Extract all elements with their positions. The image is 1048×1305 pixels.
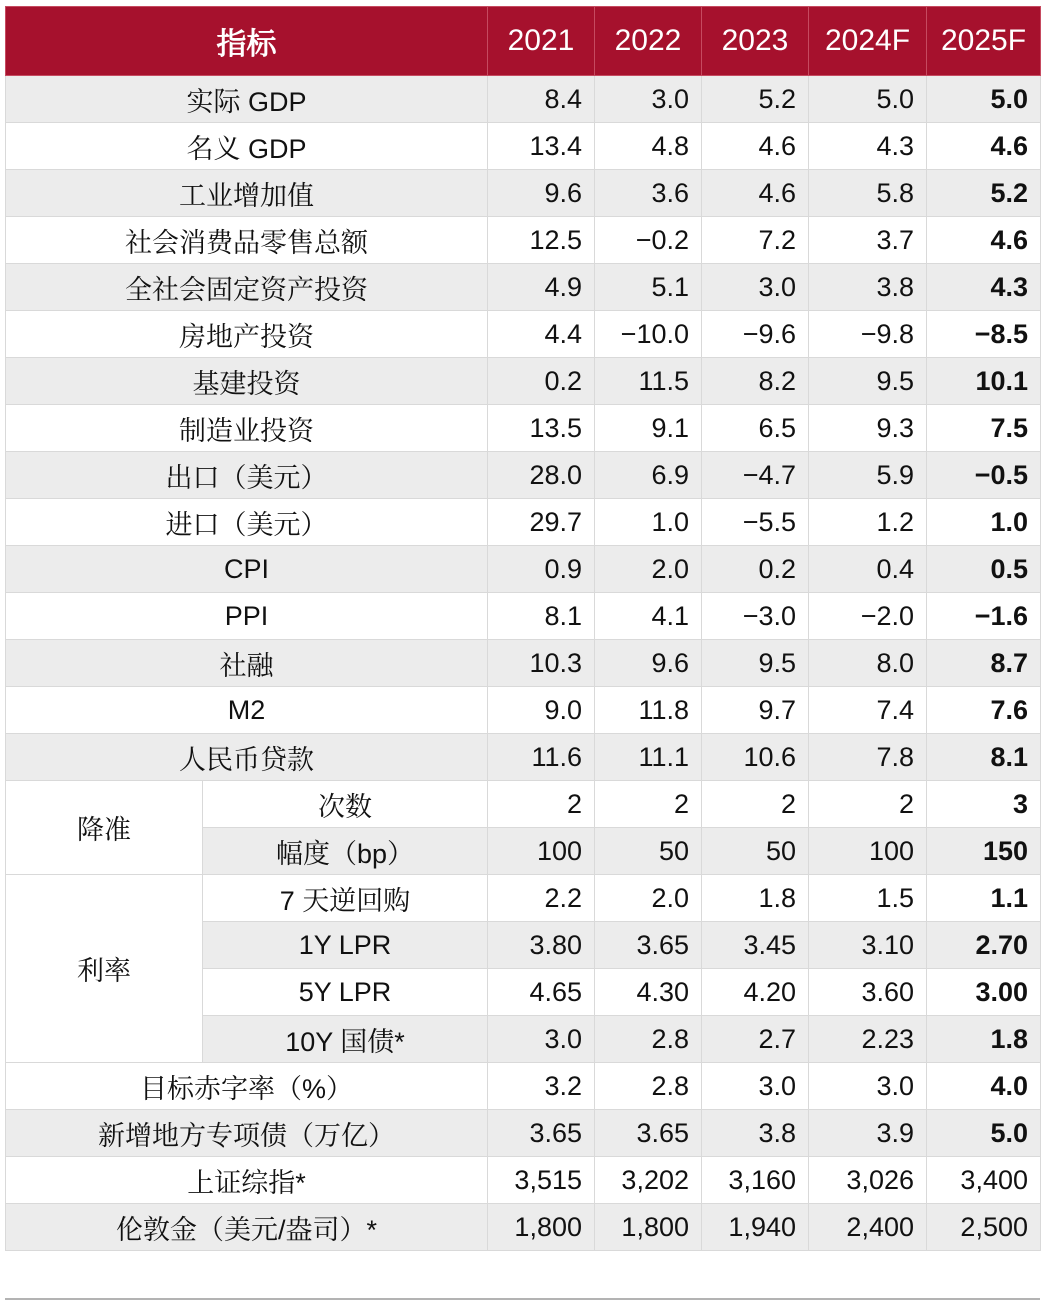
value-cell: 5.0 <box>809 76 927 123</box>
row-label: CPI <box>6 546 488 593</box>
value-cell: 7.6 <box>927 687 1041 734</box>
table-row <box>6 311 1041 358</box>
value-cell: 2.2 <box>488 875 595 922</box>
forecast-table-container <box>5 6 1040 1251</box>
value-cell: 3.7 <box>809 217 927 264</box>
value-cell: 2.23 <box>809 1016 927 1063</box>
row-label: 社会消费品零售总额 <box>6 217 488 264</box>
value-cell: 9.1 <box>595 405 702 452</box>
value-cell: 3.45 <box>702 922 809 969</box>
value-cell: 1.0 <box>927 499 1041 546</box>
table-header-row <box>6 7 1041 76</box>
value-cell: 2.8 <box>595 1016 702 1063</box>
table-row <box>6 1204 1041 1251</box>
group-label: 降准 <box>6 781 203 875</box>
table-row <box>6 452 1041 499</box>
row-label: 人民币贷款 <box>6 734 488 781</box>
value-cell: −0.5 <box>927 452 1041 499</box>
value-cell: 12.5 <box>488 217 595 264</box>
value-cell: 4.0 <box>927 1063 1041 1110</box>
table-row <box>6 358 1041 405</box>
table-row <box>6 734 1041 781</box>
value-cell: 0.2 <box>488 358 595 405</box>
row-label: 出口（美元） <box>6 452 488 499</box>
value-cell: 10.3 <box>488 640 595 687</box>
value-cell: 9.3 <box>809 405 927 452</box>
row-sublabel: 幅度（bp） <box>203 828 488 875</box>
value-cell: 7.2 <box>702 217 809 264</box>
value-cell: 4.8 <box>595 123 702 170</box>
value-cell: 2.0 <box>595 875 702 922</box>
value-cell: 9.0 <box>488 687 595 734</box>
value-cell: 3.10 <box>809 922 927 969</box>
value-cell: 9.7 <box>702 687 809 734</box>
value-cell: 3.8 <box>702 1110 809 1157</box>
value-cell: 4.65 <box>488 969 595 1016</box>
value-cell: 3.0 <box>702 1063 809 1110</box>
value-cell: 4.6 <box>702 170 809 217</box>
value-cell: −10.0 <box>595 311 702 358</box>
table-row <box>6 875 1041 922</box>
value-cell: 3.0 <box>702 264 809 311</box>
value-cell: 1,940 <box>702 1204 809 1251</box>
table-row <box>6 593 1041 640</box>
row-label: 上证综指* <box>6 1157 488 1204</box>
value-cell: 3.65 <box>595 922 702 969</box>
value-cell: 3.00 <box>927 969 1041 1016</box>
value-cell: 9.5 <box>809 358 927 405</box>
value-cell: 4.3 <box>809 123 927 170</box>
value-cell: 6.9 <box>595 452 702 499</box>
value-cell: 3,202 <box>595 1157 702 1204</box>
row-label: 新增地方专项债（万亿） <box>6 1110 488 1157</box>
value-cell: 2,400 <box>809 1204 927 1251</box>
table-row <box>6 546 1041 593</box>
table-row <box>6 1063 1041 1110</box>
value-cell: 11.1 <box>595 734 702 781</box>
value-cell: 4.4 <box>488 311 595 358</box>
row-label: PPI <box>6 593 488 640</box>
value-cell: 13.5 <box>488 405 595 452</box>
value-cell: 5.1 <box>595 264 702 311</box>
table-row <box>6 264 1041 311</box>
value-cell: 4.6 <box>927 123 1041 170</box>
macro-forecast-table <box>5 6 1041 1251</box>
header-year-2023: 2023 <box>702 7 809 76</box>
value-cell: 2 <box>702 781 809 828</box>
value-cell: 3.8 <box>809 264 927 311</box>
bottom-rule <box>5 1298 1040 1300</box>
value-cell: 3,026 <box>809 1157 927 1204</box>
value-cell: 1,800 <box>595 1204 702 1251</box>
value-cell: 7.4 <box>809 687 927 734</box>
value-cell: 28.0 <box>488 452 595 499</box>
table-row <box>6 1157 1041 1204</box>
row-label: 全社会固定资产投资 <box>6 264 488 311</box>
value-cell: −3.0 <box>702 593 809 640</box>
table-row <box>6 170 1041 217</box>
value-cell: 8.1 <box>927 734 1041 781</box>
value-cell: 4.20 <box>702 969 809 1016</box>
value-cell: 5.2 <box>927 170 1041 217</box>
value-cell: 11.6 <box>488 734 595 781</box>
value-cell: 2 <box>488 781 595 828</box>
value-cell: 150 <box>927 828 1041 875</box>
value-cell: 8.7 <box>927 640 1041 687</box>
value-cell: −4.7 <box>702 452 809 499</box>
value-cell: 0.2 <box>702 546 809 593</box>
row-sublabel: 5Y LPR <box>203 969 488 1016</box>
value-cell: −9.8 <box>809 311 927 358</box>
row-label: 房地产投资 <box>6 311 488 358</box>
row-label: 进口（美元） <box>6 499 488 546</box>
table-row <box>6 76 1041 123</box>
table-row <box>6 123 1041 170</box>
row-label: 实际 GDP <box>6 76 488 123</box>
value-cell: 3.60 <box>809 969 927 1016</box>
value-cell: 9.5 <box>702 640 809 687</box>
value-cell: 6.5 <box>702 405 809 452</box>
header-indicator: 指标 <box>6 7 488 76</box>
value-cell: 1.0 <box>595 499 702 546</box>
value-cell: 4.3 <box>927 264 1041 311</box>
header-year-2021: 2021 <box>488 7 595 76</box>
value-cell: 3,515 <box>488 1157 595 1204</box>
value-cell: −1.6 <box>927 593 1041 640</box>
value-cell: 13.4 <box>488 123 595 170</box>
value-cell: 4.6 <box>927 217 1041 264</box>
header-year-2022: 2022 <box>595 7 702 76</box>
value-cell: 3.9 <box>809 1110 927 1157</box>
value-cell: 50 <box>595 828 702 875</box>
value-cell: 1.5 <box>809 875 927 922</box>
value-cell: 5.8 <box>809 170 927 217</box>
header-year-2025f: 2025F <box>927 7 1041 76</box>
value-cell: 2.8 <box>595 1063 702 1110</box>
table-row <box>6 640 1041 687</box>
value-cell: 0.4 <box>809 546 927 593</box>
value-cell: 8.4 <box>488 76 595 123</box>
value-cell: 1.8 <box>702 875 809 922</box>
value-cell: 1.2 <box>809 499 927 546</box>
value-cell: 50 <box>702 828 809 875</box>
row-label: M2 <box>6 687 488 734</box>
row-sublabel: 1Y LPR <box>203 922 488 969</box>
value-cell: 100 <box>488 828 595 875</box>
table-body <box>6 76 1041 1251</box>
row-label: 目标赤字率（%） <box>6 1063 488 1110</box>
value-cell: 9.6 <box>488 170 595 217</box>
row-label: 名义 GDP <box>6 123 488 170</box>
value-cell: 4.30 <box>595 969 702 1016</box>
value-cell: 1.1 <box>927 875 1041 922</box>
value-cell: 3.65 <box>595 1110 702 1157</box>
value-cell: 100 <box>809 828 927 875</box>
value-cell: 7.5 <box>927 405 1041 452</box>
value-cell: 29.7 <box>488 499 595 546</box>
row-sublabel: 10Y 国债* <box>203 1016 488 1063</box>
row-label: 制造业投资 <box>6 405 488 452</box>
value-cell: 10.6 <box>702 734 809 781</box>
value-cell: 1.8 <box>927 1016 1041 1063</box>
value-cell: 2.0 <box>595 546 702 593</box>
table-row <box>6 405 1041 452</box>
value-cell: 2,500 <box>927 1204 1041 1251</box>
table-row <box>6 781 1041 828</box>
table-row <box>6 499 1041 546</box>
value-cell: 4.6 <box>702 123 809 170</box>
row-sublabel: 7 天逆回购 <box>203 875 488 922</box>
value-cell: 10.1 <box>927 358 1041 405</box>
value-cell: 3.0 <box>809 1063 927 1110</box>
value-cell: 11.5 <box>595 358 702 405</box>
value-cell: 5.2 <box>702 76 809 123</box>
value-cell: 3,400 <box>927 1157 1041 1204</box>
value-cell: −9.6 <box>702 311 809 358</box>
row-label: 工业增加值 <box>6 170 488 217</box>
value-cell: 5.9 <box>809 452 927 499</box>
value-cell: 1,800 <box>488 1204 595 1251</box>
value-cell: 4.1 <box>595 593 702 640</box>
value-cell: 3,160 <box>702 1157 809 1204</box>
value-cell: −8.5 <box>927 311 1041 358</box>
value-cell: 3.2 <box>488 1063 595 1110</box>
table-row <box>6 217 1041 264</box>
table-row <box>6 1110 1041 1157</box>
value-cell: −0.2 <box>595 217 702 264</box>
value-cell: 2.7 <box>702 1016 809 1063</box>
value-cell: 2 <box>595 781 702 828</box>
value-cell: 3.65 <box>488 1110 595 1157</box>
value-cell: −5.5 <box>702 499 809 546</box>
value-cell: 5.0 <box>927 1110 1041 1157</box>
value-cell: 9.6 <box>595 640 702 687</box>
value-cell: 5.0 <box>927 76 1041 123</box>
value-cell: −2.0 <box>809 593 927 640</box>
row-label: 基建投资 <box>6 358 488 405</box>
row-label: 伦敦金（美元/盎司）* <box>6 1204 488 1251</box>
value-cell: 11.8 <box>595 687 702 734</box>
value-cell: 2.70 <box>927 922 1041 969</box>
value-cell: 3.80 <box>488 922 595 969</box>
value-cell: 8.0 <box>809 640 927 687</box>
row-sublabel: 次数 <box>203 781 488 828</box>
group-label: 利率 <box>6 875 203 1063</box>
header-year-2024f: 2024F <box>809 7 927 76</box>
value-cell: 7.8 <box>809 734 927 781</box>
value-cell: 8.2 <box>702 358 809 405</box>
value-cell: 2 <box>809 781 927 828</box>
row-label: 社融 <box>6 640 488 687</box>
value-cell: 3.6 <box>595 170 702 217</box>
value-cell: 0.9 <box>488 546 595 593</box>
value-cell: 4.9 <box>488 264 595 311</box>
value-cell: 3.0 <box>595 76 702 123</box>
value-cell: 3.0 <box>488 1016 595 1063</box>
table-row <box>6 687 1041 734</box>
value-cell: 8.1 <box>488 593 595 640</box>
value-cell: 0.5 <box>927 546 1041 593</box>
value-cell: 3 <box>927 781 1041 828</box>
